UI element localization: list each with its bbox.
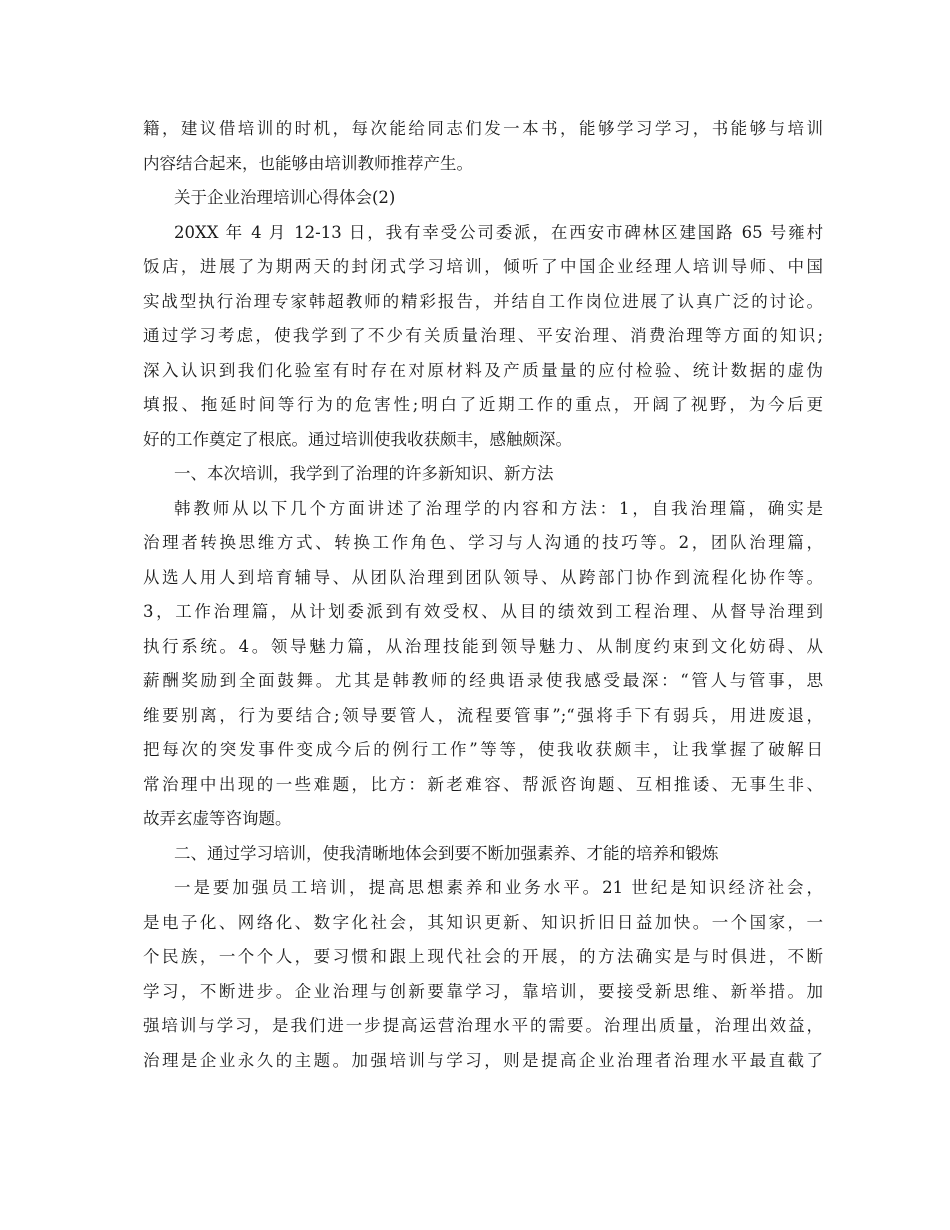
paragraph-first-line: 关于企业治理培训心得体会(2) [174, 188, 396, 207]
document-body [143, 112, 823, 1078]
text-line: 维要别离，行为要结合;领导要管人，流程要管事”;“强将手下有弱兵，用进废退， [143, 705, 823, 725]
paragraph-first-line: 一是要加强员工培训，提高思想素养和业务水平。21 世纪是知识经济社会， [174, 878, 823, 897]
text-line: 是电子化、网络化、数字化社会，其知识更新、知识折旧日益加快。一个国家，一 [143, 912, 823, 932]
text-line: 故弄玄虚等咨询题。 [143, 809, 292, 828]
paragraph-first-line: 20XX 年 4 月 12-13 日，我有幸受公司委派，在西安市碑林区建国路 65 号雍村 [174, 222, 823, 242]
text-line: 通过学习考虑，使我学到了不少有关质量治理、平安治理、消费治理等方面的知识; [143, 326, 823, 345]
text-line: 3，工作治理篇，从计划委派到有效受权、从目的绩效到工程治理、从督导治理到 [143, 602, 823, 621]
text-line: 深入认识到我们化验室有时存在对原材料及产质量量的应付检验、统计数据的虚伪 [143, 360, 823, 380]
text-line: 治理是企业永久的主题。加强培训与学习，则是提高企业治理者治理水平最直截了 [143, 1050, 823, 1070]
text-line: 治理者转换思维方式、转换工作角色、学习与人沟通的技巧等。2，团队治理篇， [143, 533, 823, 552]
text-line: 籍，建议借培训的时机，每次能给同志们发一本书，能够学习学习，书能够与培训 [143, 119, 823, 138]
paragraph-first-line: 一、本次培训，我学到了治理的许多新知识、新方法 [174, 464, 554, 483]
paragraph-first-line: 二、通过学习培训，使我清晰地体会到要不断加强素养、才能的培养和锻炼 [174, 843, 719, 863]
text-line: 内容结合起来，也能够由培训教师推荐产生。 [143, 153, 473, 173]
text-line: 好的工作奠定了根底。通过培训使我收获颇丰，感触颇深。 [143, 429, 572, 449]
paragraph-first-line: 韩教师从以下几个方面讲述了治理学的内容和方法：1，自我治理篇，确实是 [174, 498, 823, 518]
text-line: 学习，不断进步。企业治理与创新要靠学习，靠培训，要接受新思维、新举措。加 [143, 981, 823, 1001]
text-line: 从选人用人到培育辅导、从团队治理到团队领导、从跨部门协作到流程化协作等。 [143, 567, 823, 587]
text-line: 薪酬奖励到全面鼓舞。尤其是韩教师的经典语录使我感受最深：“管人与管事，思 [143, 671, 823, 690]
text-line: 饭店，进展了为期两天的封闭式学习培训，倾听了中国企业经理人培训导师、中国 [143, 257, 823, 276]
text-line: 实战型执行治理专家韩超教师的精彩报告，并结自工作岗位进展了认真广泛的讨论。 [143, 291, 823, 311]
text-line: 常治理中出现的一些难题，比方：新老难容、帮派咨询题、互相推诿、无事生非、 [143, 774, 823, 794]
text-line: 执行系统。4。领导魅力篇，从治理技能到领导魅力、从制度约束到文化妨碍、从 [143, 636, 823, 656]
text-line: 填报、拖延时间等行为的危害性;明白了近期工作的重点，开阔了视野，为今后更 [143, 395, 823, 414]
text-line: 强培训与学习，是我们进一步提高运营治理水平的需要。治理出质量，治理出效益， [143, 1016, 823, 1035]
text-line: 把每次的突发事件变成今后的例行工作”等等，使我收获颇丰，让我掌握了破解日 [143, 740, 823, 759]
text-line: 个民族，一个个人，要习惯和跟上现代社会的开展，的方法确实是与时俱进，不断 [143, 947, 823, 966]
